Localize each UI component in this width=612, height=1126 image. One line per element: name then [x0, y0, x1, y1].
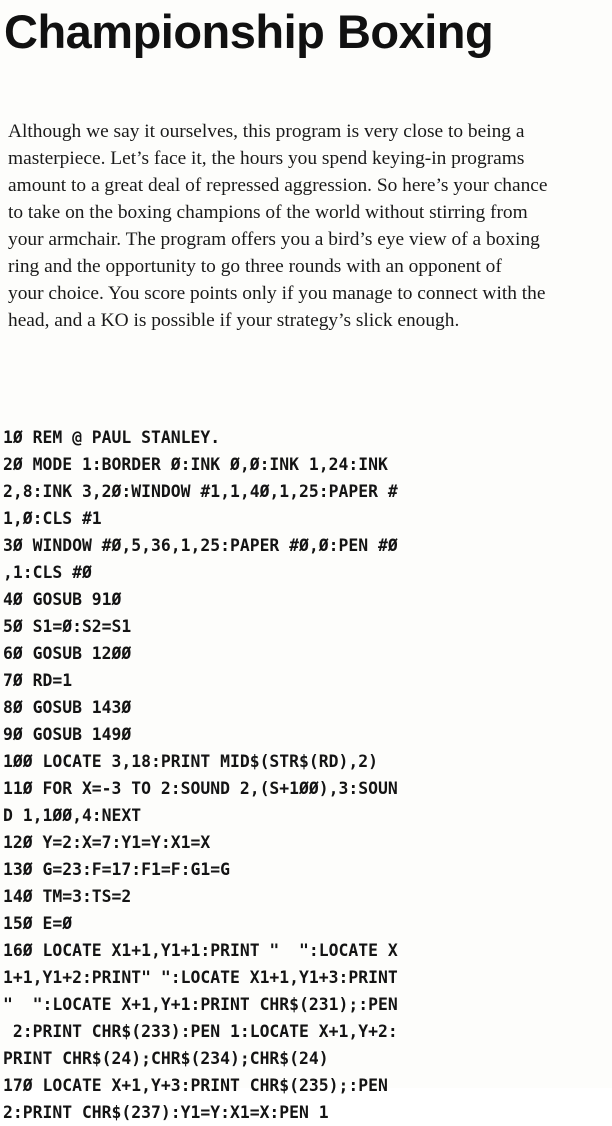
code-line: D 1,1ØØ,4:NEXT: [3, 806, 142, 825]
code-line: 2:PRINT CHR$(237):Y1=Y:X1=X:PEN 1: [3, 1103, 329, 1122]
code-line: 1Ø REM @ PAUL STANLEY.: [3, 428, 221, 447]
code-line: 2Ø MODE 1:BORDER Ø:INK Ø,Ø:INK 1,24:INK: [3, 455, 388, 474]
intro-paragraph: [8, 118, 608, 334]
intro-line: to take on the boxing champions of the world without stirring from: [8, 202, 528, 223]
code-line: 11Ø FOR X=-3 TO 2:SOUND 2,(S+1ØØ),3:SOUN: [3, 779, 398, 798]
code-line: 6Ø GOSUB 12ØØ: [3, 644, 132, 663]
code-line: 13Ø G=23:F=17:F1=F:G1=G: [3, 860, 230, 879]
code-line: 1,Ø:CLS #1: [3, 509, 102, 528]
code-line: 1+1,Y1+2:PRINT" ":LOCATE X1+1,Y1+3:PRINT: [3, 968, 398, 987]
intro-line: head, and a KO is possible if your strategy’s slick enough.: [8, 310, 460, 331]
code-line: PRINT CHR$(24);CHR$(234);CHR$(24): [3, 1049, 329, 1068]
intro-line: amount to a great deal of repressed aggression. So here’s your chance: [8, 175, 548, 196]
intro-line: Although we say it ourselves, this program is very close to being a: [8, 121, 525, 142]
code-line: 7Ø RD=1: [3, 671, 73, 690]
code-line: 17Ø LOCATE X+1,Y+3:PRINT CHR$(235);:PEN: [3, 1076, 388, 1095]
intro-line: ring and the opportunity to go three rounds with an opponent of: [8, 256, 502, 277]
code-line: 2,8:INK 3,2Ø:WINDOW #1,1,4Ø,1,25:PAPER #: [3, 482, 398, 501]
code-line: 1ØØ LOCATE 3,18:PRINT MID$(STR$(RD),2): [3, 752, 378, 771]
code-line: 5Ø S1=Ø:S2=S1: [3, 617, 132, 636]
code-line: 9Ø GOSUB 149Ø: [3, 725, 132, 744]
code-line: 2:PRINT CHR$(233):PEN 1:LOCATE X+1,Y+2:: [3, 1022, 398, 1041]
code-line: 12Ø Y=2:X=7:Y1=Y:X1=X: [3, 833, 211, 852]
intro-line: your armchair. The program offers you a bird’s eye view of a boxing: [8, 229, 540, 250]
intro-line: masterpiece. Let’s face it, the hours you spend keying-in programs: [8, 148, 525, 169]
code-line: " ":LOCATE X+1,Y+1:PRINT CHR$(231);:PEN: [3, 995, 398, 1014]
code-line: ,1:CLS #Ø: [3, 563, 92, 582]
intro-line: your choice. You score points only if you manage to connect with the: [8, 283, 546, 304]
basic-code-listing: [3, 424, 609, 1126]
code-line: 3Ø WINDOW #Ø,5,36,1,25:PAPER #Ø,Ø:PEN #Ø: [3, 536, 398, 555]
code-line: 14Ø TM=3:TS=2: [3, 887, 132, 906]
code-line: 8Ø GOSUB 143Ø: [3, 698, 132, 717]
page-title: Championship Boxing: [4, 5, 494, 58]
code-line: 16Ø LOCATE X1+1,Y1+1:PRINT " ":LOCATE X: [3, 941, 398, 960]
code-line: 4Ø GOSUB 91Ø: [3, 590, 122, 609]
code-line: 15Ø E=Ø: [3, 914, 73, 933]
